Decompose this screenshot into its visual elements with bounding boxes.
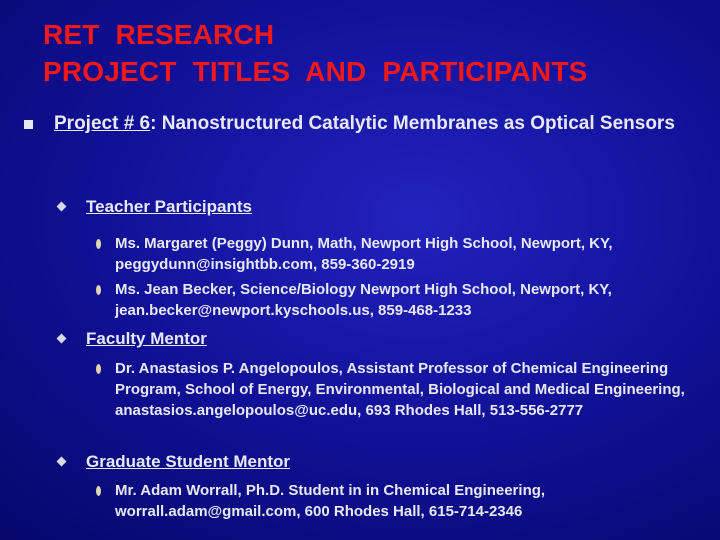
- diamond-bullet-icon: [57, 334, 67, 344]
- oval-bullet-icon: [96, 239, 101, 249]
- graduate-item: Mr. Adam Worrall, Ph.D. Student in in Chemical Engineering, worrall.adam@gmail.com, 600 Rhodes Hall, 615-714-2346: [96, 480, 696, 522]
- project-bullet: [24, 110, 704, 138]
- oval-bullet-icon: [96, 364, 101, 374]
- slide-title-line-1: RET RESEARCH: [43, 19, 275, 50]
- teacher-item: Ms. Margaret (Peggy) Dunn, Math, Newport High School, Newport, KY, peggydunn@insightbb.com, 859-360-2919: [96, 233, 696, 275]
- diamond-bullet-icon: [57, 202, 67, 212]
- project-label: Project # 6: [54, 113, 151, 134]
- oval-bullet-icon: [96, 285, 101, 295]
- slide-title-line-2: PROJECT TITLES AND PARTICIPANTS: [43, 56, 588, 87]
- project-name: Nanostructured Catalytic Membranes as Optical Sensors: [156, 113, 675, 134]
- project-title: [54, 110, 704, 138]
- teacher-participants-heading: Teacher Participants: [58, 196, 252, 218]
- graduate-mentor-heading: Graduate Student Mentor: [58, 451, 290, 473]
- teacher-item: Ms. Jean Becker, Science/Biology Newport High School, Newport, KY, jean.becker@newport.kyschools.us, 859-468-1233: [96, 279, 696, 321]
- faculty-mentor-heading: Faculty Mentor: [58, 328, 207, 350]
- project-colon: :: [150, 113, 157, 134]
- slide-title: [43, 16, 588, 90]
- oval-bullet-icon: [96, 486, 101, 496]
- diamond-bullet-icon: [57, 457, 67, 467]
- square-bullet-icon: [24, 120, 33, 129]
- faculty-item: Dr. Anastasios P. Angelopoulos, Assistant Professor of Chemical Engineering Program, School of Energy, Environmental, Biological and Medical Engineering, anastasios.angelopoulos@uc.edu, 693 Rhodes Hall, 513-556-2777: [96, 358, 696, 421]
